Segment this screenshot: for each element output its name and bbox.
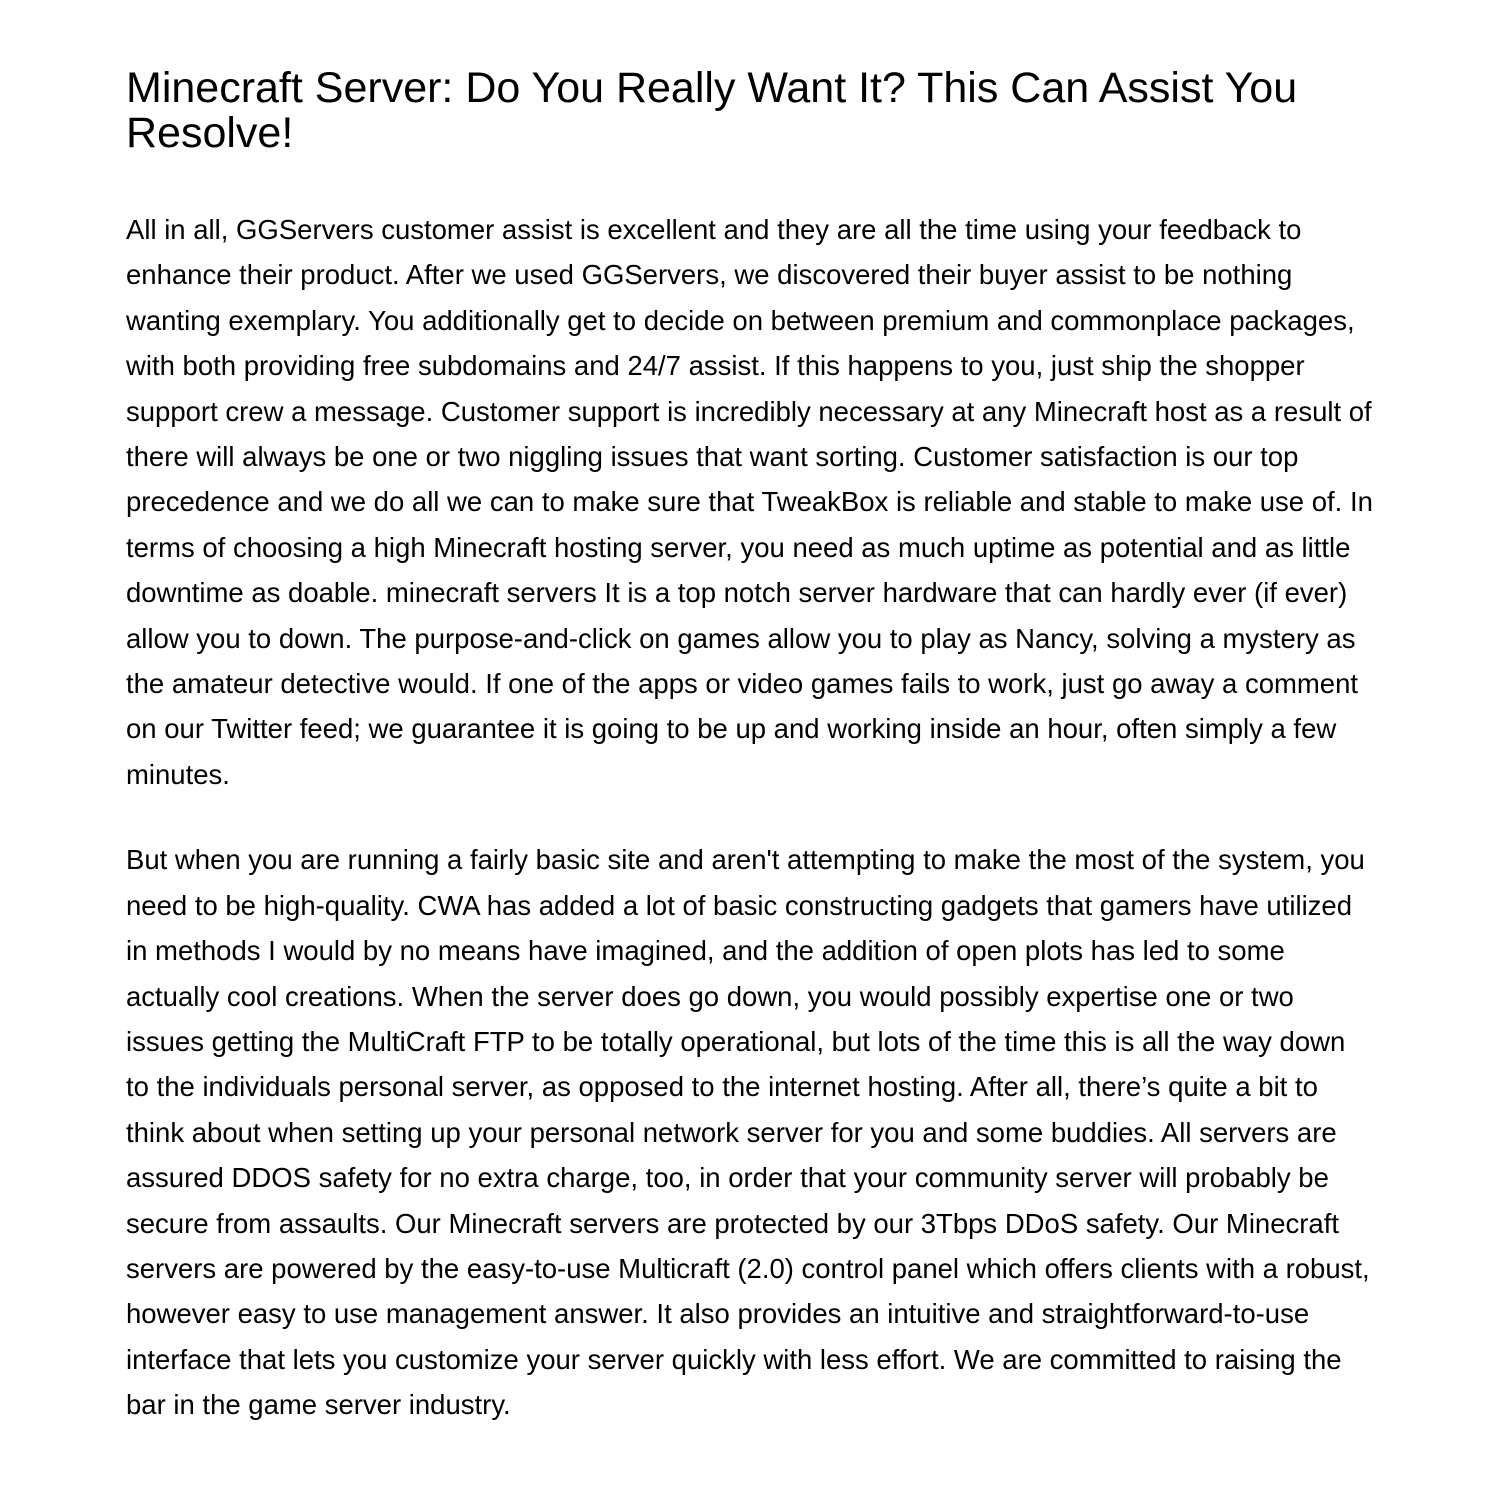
page-title: Minecraft Server: Do You Really Want It? This Can Assist You Resolve! (126, 64, 1298, 157)
body-paragraph-1: All in all, GGServers customer assist is excellent and they are all the time using your feedback to enhance their product. After we used GGServers, we discovered their buyer assist to be nothing wanting exemplary. You additionally get to decide on between premium and commonplace packages, with both providing free subdomains and 24/7 assist. If this happens to you, just ship the shopper support crew a message. Customer support is incredibly necessary at any Minecraft host as a result of there will always be one or two niggling issues that want sorting. Customer satisfaction is our top precedence and we do all we can to make sure that TweakBox is reliable and stable to make use of. In terms of choosing a high Minecraft hosting server, you need as much uptime as potential and as little downtime as doable. minecraft servers It is a top notch server hardware that can hardly ever (if ever) allow you to down. The purpose-and-click on games allow you to play as Nancy, solving a mystery as the amateur detective would. If one of the apps or video games fails to work, just go away a comment on our Twitter feed; we guarantee it is going to be up and working inside an hour, often simply a few minutes. (126, 214, 1373, 790)
document-page (126, 66, 1374, 1428)
body-paragraph-2: But when you are running a fairly basic site and aren't attempting to make the most of the system, you need to be high-quality. CWA has added a lot of basic constructing gadgets that gamers have utilized in methods I would by no means have imagined, and the addition of open plots has led to some actually cool creations. When the server does go down, you would possibly expertise one or two issues getting the MultiCraft FTP to be totally operational, but lots of the time this is all the way down to the individuals personal server, as opposed to the internet hosting. After all, there’s quite a bit to think about when setting up your personal network server for you and some buddies. All servers are assured DDOS safety for no extra charge, too, in order that your community server will probably be secure from assaults. Our Minecraft servers are protected by our 3Tbps DDoS safety. Our Minecraft servers are powered by the easy-to-use Multicraft (2.0) control panel which offers clients with a robust, however easy to use management answer. It also provides an intuitive and straightforward-to-use interface that lets you customize your server quickly with less effort. We are committed to raising the bar in the game server industry. (126, 844, 1370, 1421)
